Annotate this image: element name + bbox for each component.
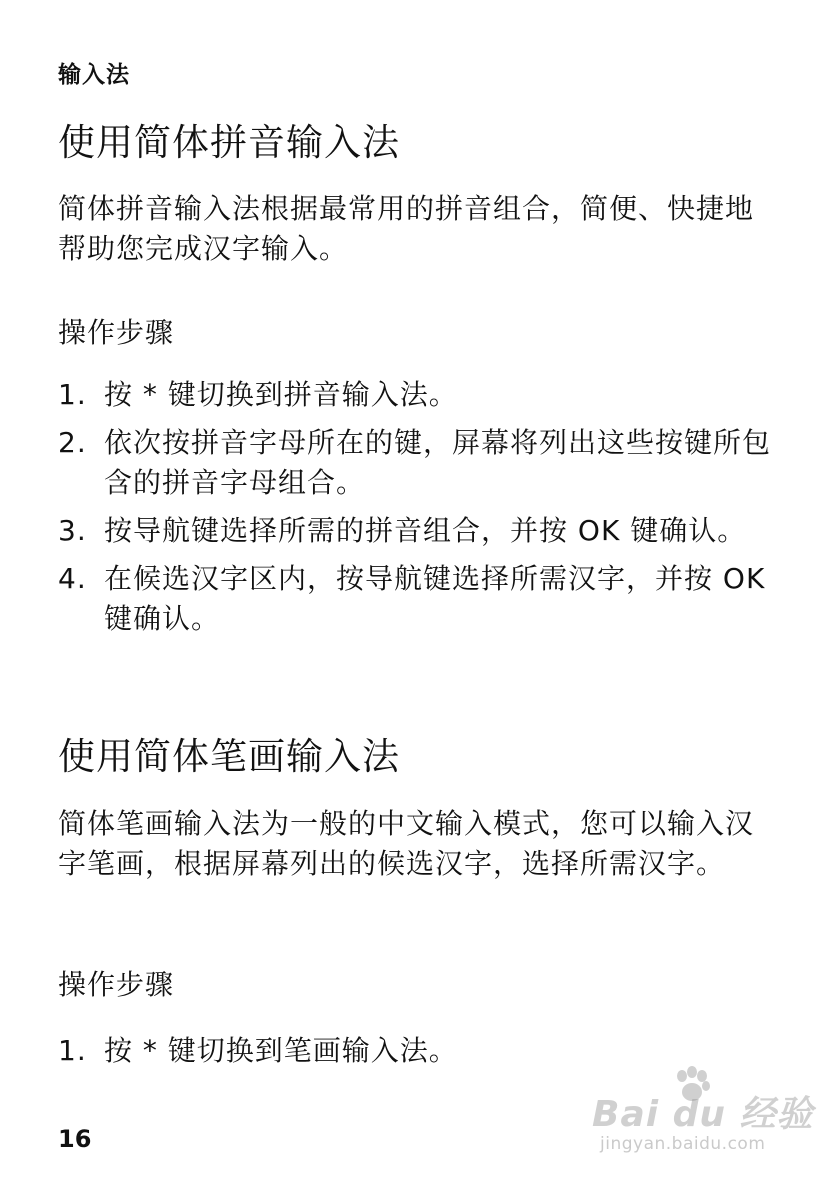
stroke-intro: 简体笔画输入法为一般的中文输入模式，您可以输入汉字笔画，根据屏幕列出的候选汉字，选择所需汉字。 xyxy=(58,807,755,880)
list-item xyxy=(58,423,788,503)
step-number: 3. xyxy=(58,514,87,547)
pinyin-steps-title: 操作步骤 xyxy=(58,316,175,349)
list-item xyxy=(58,511,788,551)
section-header: 输入法 xyxy=(58,62,130,88)
step-text: 按 * 键切换到拼音输入法。 xyxy=(104,378,458,411)
step-number: 1. xyxy=(58,378,87,411)
page-number: 16 xyxy=(58,1125,92,1153)
list-item xyxy=(58,559,788,639)
watermark-logo: Bai du 经验 xyxy=(592,1094,814,1135)
step-text: 在候选汉字区内，按导航键选择所需汉字，并按 OK 键确认。 xyxy=(104,562,766,635)
baidu-jingyan-watermark xyxy=(592,1064,814,1164)
stroke-steps-title: 操作步骤 xyxy=(58,968,175,1001)
watermark-url: jingyan.baidu.com xyxy=(600,1134,766,1154)
list-item xyxy=(58,375,788,415)
step-number: 4. xyxy=(58,562,87,595)
pinyin-section-title: 使用简体拼音输入法 xyxy=(58,121,400,164)
step-number: 2. xyxy=(58,426,87,459)
step-number: 1. xyxy=(58,1034,87,1067)
pinyin-steps-list xyxy=(58,375,788,647)
step-text: 按 * 键切换到笔画输入法。 xyxy=(104,1034,458,1067)
step-text: 依次按拼音字母所在的键，屏幕将列出这些按键所包含的拼音字母组合。 xyxy=(104,426,772,499)
stroke-section-title: 使用简体笔画输入法 xyxy=(58,735,400,778)
pinyin-intro: 简体拼音输入法根据最常用的拼音组合，简便、快捷地帮助您完成汉字输入。 xyxy=(58,192,755,265)
step-text: 按导航键选择所需的拼音组合，并按 OK 键确认。 xyxy=(104,514,747,547)
